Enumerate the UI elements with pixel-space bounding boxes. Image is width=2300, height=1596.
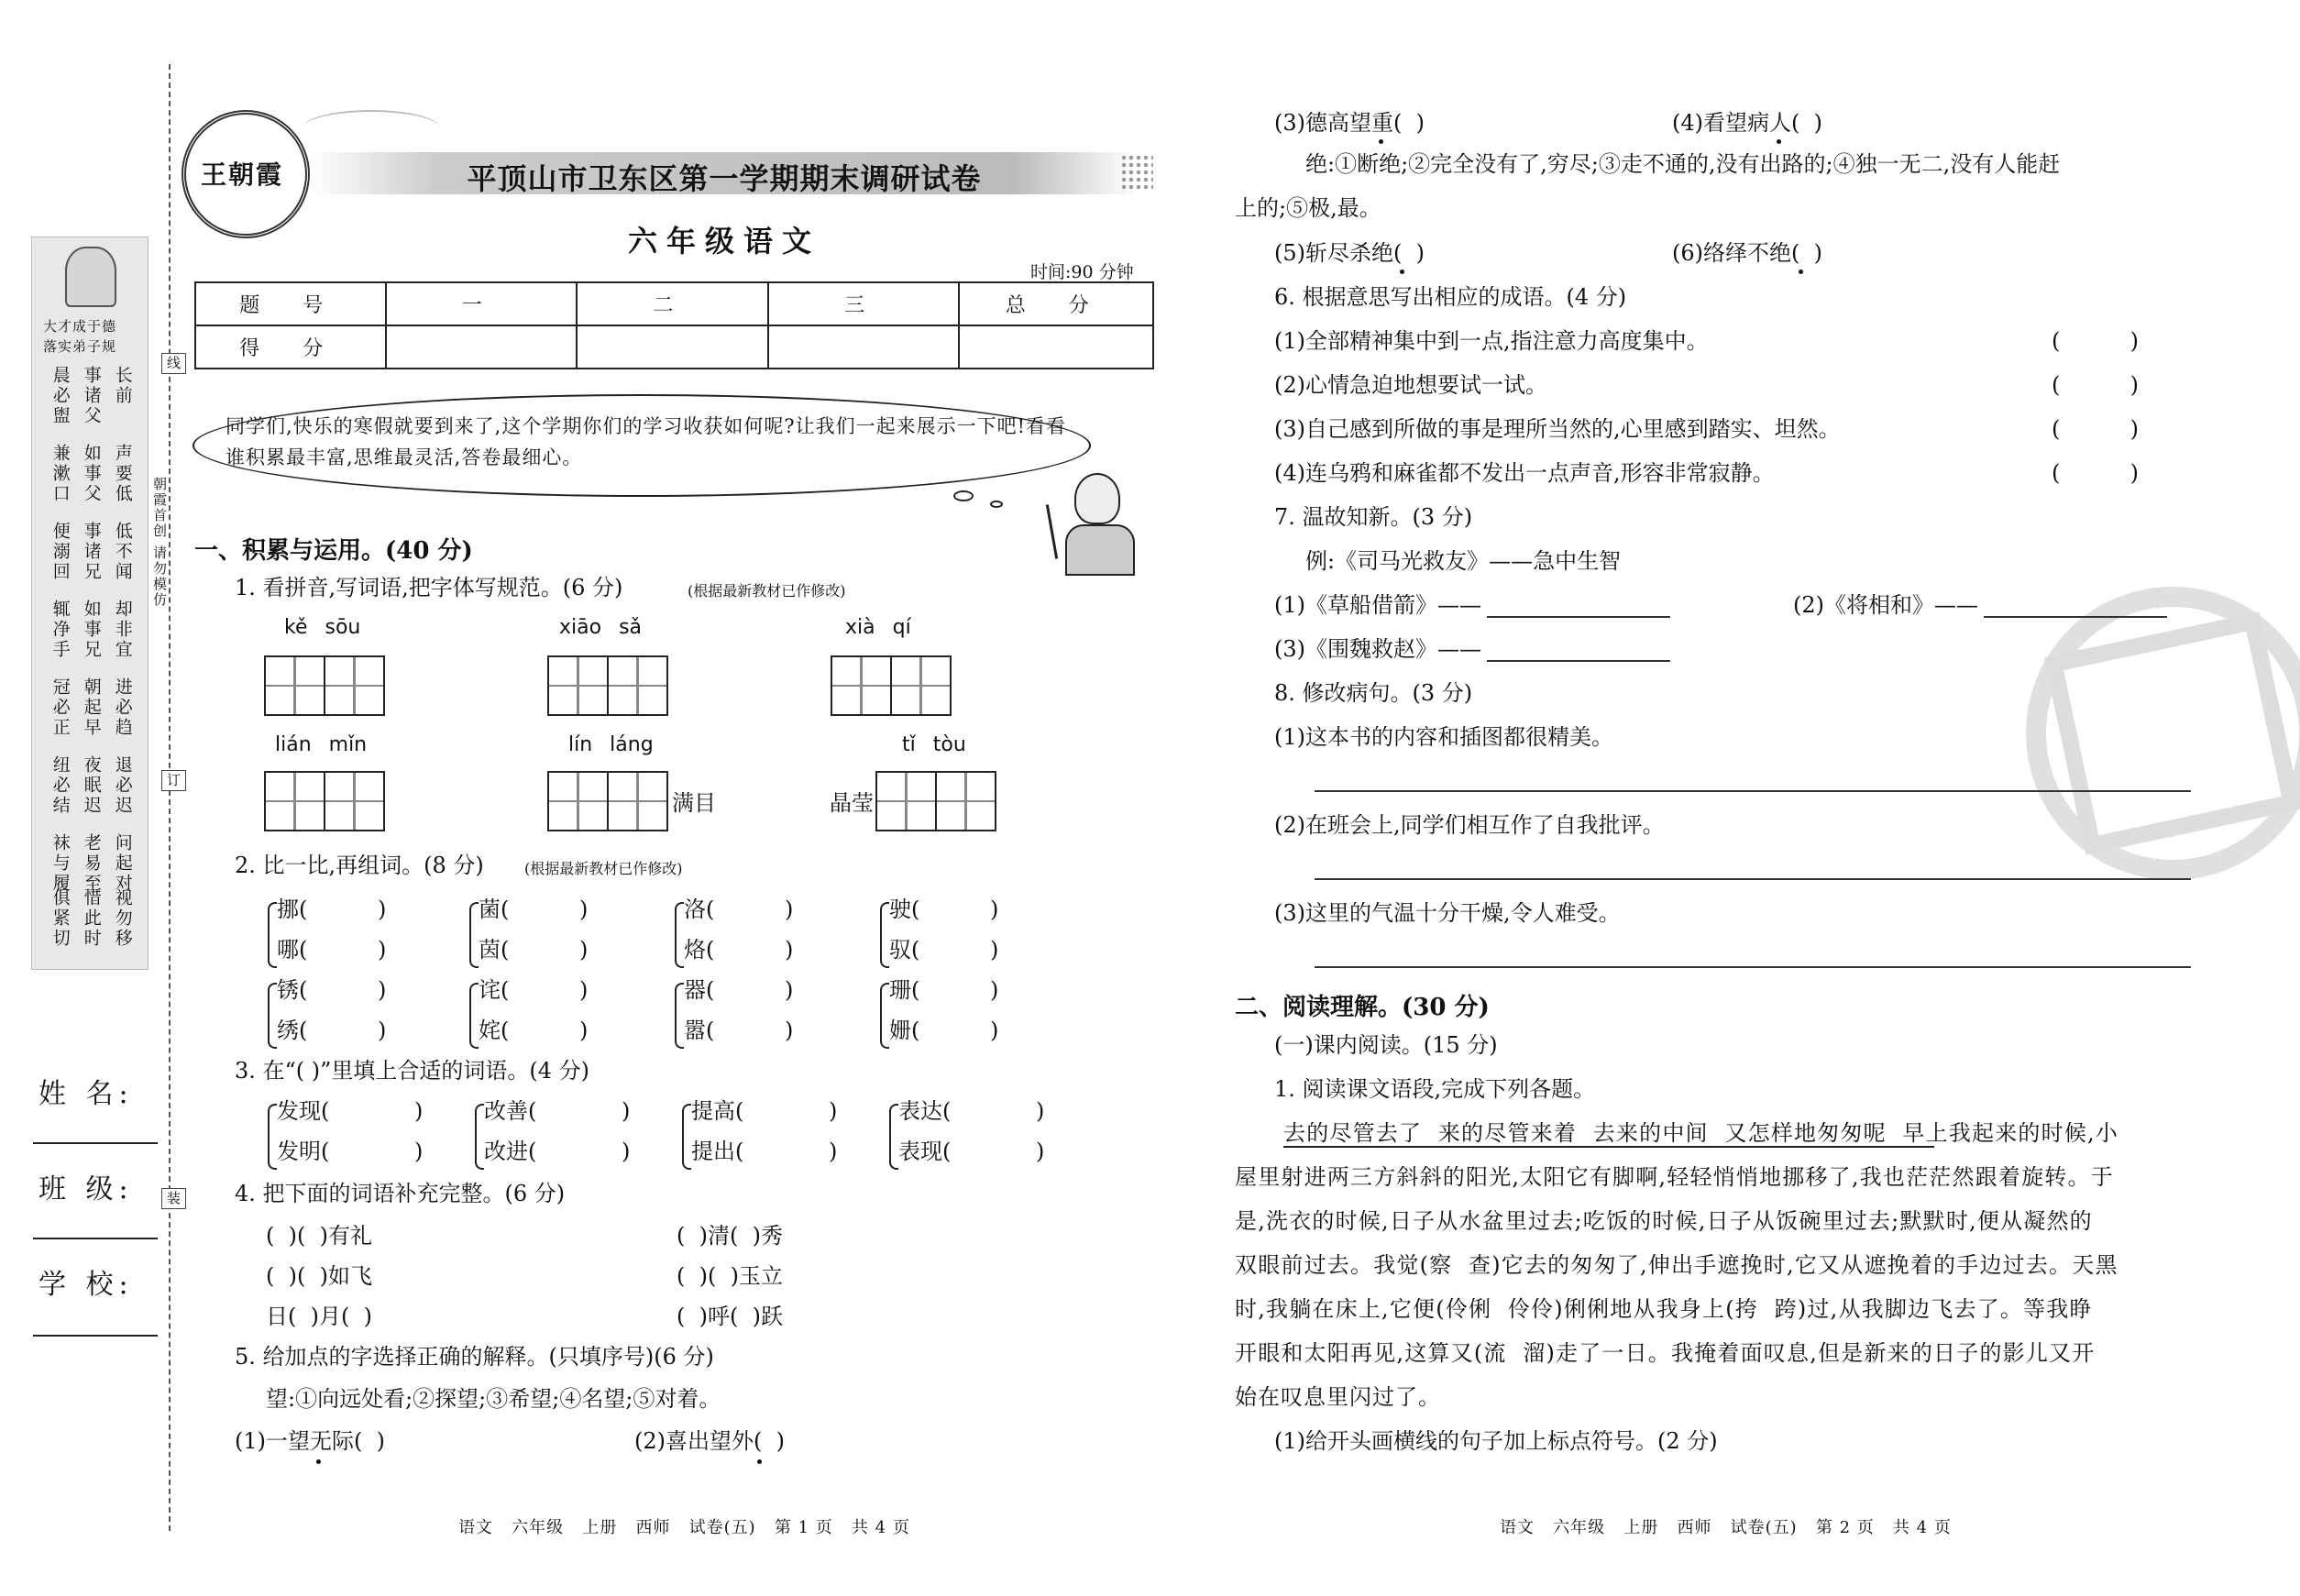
pair-brace [268,1104,277,1170]
motto-top-1: 大才成于德 [43,318,117,335]
word-blank[interactable]: 表达( [898,1098,952,1124]
class-field[interactable] [33,1238,158,1239]
motto-col: 低不闻 [112,522,133,582]
passage-line: 是,洗衣的时候,日子从水盆里过去;吃饭的时候,日子从饭碗里过去;默默时,便从凝然的 [1235,1208,2093,1234]
score-cell[interactable] [768,325,960,369]
idiom-blank[interactable]: 日( )月( ) [266,1304,372,1329]
q5-prompt: 5. 给加点的字选择正确的解释。(只填序号)(6 分) [235,1344,714,1370]
section-2-heading: 二、阅读理解。(30 分) [1235,994,1490,1021]
pinyin-label: kě sōu [284,616,361,639]
pair-brace [682,1104,691,1170]
q5-definition: 望:①向远处看;②探望;③希望;④名望;⑤对着。 [266,1386,721,1412]
word-blank[interactable]: 表现( [898,1139,952,1164]
close-paren: ) [829,1098,838,1124]
scholar-illustration [65,247,116,307]
close-paren: ) [990,897,999,922]
brand-logo [182,110,310,238]
bubble-tail-1 [953,490,974,501]
q6-item: (1)全部精神集中到一点,指注意力高度集中。 [1274,328,1709,354]
compare-char: 器( [684,977,715,1003]
close-paren: ) [1036,1139,1045,1164]
logo-text: 王朝霞 [201,160,284,190]
motto-col: 视勿移 [112,888,133,949]
score-table-score-row [195,325,1153,369]
passage-line: 屋里射进两三方斜斜的阳光,太阳它有脚啊,轻轻悄悄地挪移了,我也茫茫然跟着旋转。于 [1235,1164,2114,1190]
motto-col: 长前 [112,366,133,406]
q6-answer-parens[interactable]: ( ) [2052,460,2140,486]
q7-item: (3)《围魏救赵》—— [1274,636,1481,662]
q6-item: (2)心情急迫地想要试一试。 [1274,372,1547,398]
time-limit: 时间:90 分钟 [1030,262,1134,282]
close-paren: ) [378,937,387,963]
close-paren: ) [990,937,999,963]
pinyin-label: xiāo sǎ [559,616,643,639]
pinyin-label: xià qí [845,616,911,639]
compare-char: 洛( [684,897,715,922]
q6-answer-parens[interactable]: ( ) [2052,416,2140,442]
word-blank[interactable]: 提出( [691,1139,744,1164]
tianzige-box[interactable] [875,771,996,831]
binding-line [169,64,171,1531]
close-paren: ) [990,977,999,1003]
close-paren: ) [785,897,794,922]
q6-answer-parens[interactable]: ( ) [2052,372,2140,398]
motto-top-2: 落实弟子规 [43,338,117,355]
motto-col: 却非宜 [112,600,133,660]
compare-char: 珊( [889,977,920,1003]
close-paren: ) [785,977,794,1003]
q2-prompt: 2. 比一比,再组词。(8 分) [235,853,484,878]
passage-line: 双眼前过去。我觉(察 查)它去的匆匆了,伸出手遮挽时,它又从遮挽着的手边过去。天黑 [1235,1252,2118,1278]
close-paren: ) [378,1018,387,1043]
q7-answer-line[interactable] [1487,616,1670,618]
q4-prompt: 4. 把下面的词语补充完整。(6 分) [235,1181,566,1206]
q8-answer-line[interactable] [1315,878,2191,880]
q5-item[interactable]: (1)一望无际( ) [235,1428,385,1454]
emphasis-dot [1799,270,1803,274]
compare-char: 绣( [277,1018,308,1043]
seam-note: 朝霞首创 请勿模仿 [151,477,168,608]
compare-char: 哪( [277,937,308,963]
close-paren: ) [1036,1098,1045,1124]
q5-item[interactable]: (2)喜出望外( ) [634,1428,785,1454]
grid-prefix: 晶莹 [830,790,874,816]
q8-prompt: 8. 修改病句。(3 分) [1274,680,1473,706]
q3-prompt: 3. 在“( )”里填上合适的词语。(4 分) [235,1058,590,1084]
word-blank[interactable]: 发现( [277,1098,330,1124]
r1-prompt: 1. 阅读课文语段,完成下列各题。 [1274,1076,1596,1102]
pinyin-label: lián mǐn [275,733,368,756]
close-paren: ) [785,1018,794,1043]
idiom-blank[interactable]: ( )( )有礼 [266,1223,372,1249]
emphasis-dot [316,1459,321,1464]
emphasis-dot [1400,270,1404,274]
compare-char: 烙( [684,937,715,963]
motto-col: 冠必正 [50,677,71,738]
motto-col: 如事兄 [81,600,102,660]
motto-col: 老易至 [81,833,102,894]
tianzige-box[interactable] [264,771,385,831]
pair-brace [268,983,277,1049]
intro-message: 同学们,快乐的寒假就要到来了,这个学期你们的学习收获如何呢?让我们一起来展示一下吧!看看谁积累最丰富,思维最灵活,答卷最细心。 [226,415,1067,468]
close-paren: ) [990,1018,999,1043]
name-label: 姓 名: [39,1078,134,1110]
close-paren: ) [579,897,589,922]
motto-col: 问起对 [112,833,133,894]
r1-q1: (1)给开头画横线的句子加上标点符号。(2 分) [1274,1428,1718,1454]
school-label: 学 校: [39,1269,134,1301]
seam-mark: 订 [161,770,186,791]
word-blank[interactable]: 提高( [691,1098,744,1124]
q5-item[interactable]: (3)德高望重( ) [1274,110,1425,136]
close-paren: ) [829,1139,838,1164]
motto-col: 便溺回 [50,522,71,582]
q8-item: (1)这本书的内容和插图都很精美。 [1274,724,1613,750]
motto-col: 惜此时 [81,888,102,949]
seam-mark: 线 [161,353,186,374]
q5-item[interactable]: (6)络绎不绝( ) [1672,240,1822,266]
score-cell[interactable] [386,325,578,369]
compare-char: 驭( [889,937,920,963]
q6-prompt: 6. 根据意思写出相应的成语。(4 分) [1274,284,1627,310]
pair-brace [880,983,889,1049]
score-header: 题 号 [195,282,386,325]
page-2-footer: 语文 六年级 上册 西师 试卷(五) 第 2 页 共 4 页 [1500,1518,1952,1537]
score-header: 一 [386,282,578,325]
ribbon-decoration [303,110,440,147]
close-paren: ) [378,897,387,922]
pair-brace [880,902,889,968]
motto-col: 辄净手 [50,600,71,660]
word-blank[interactable]: 改善( [484,1098,537,1124]
close-paren: ) [414,1098,424,1124]
pinyin-label: tǐ tòu [902,733,966,756]
tianzige-box[interactable] [547,771,668,831]
page-1-footer: 语文 六年级 上册 西师 试卷(五) 第 1 页 共 4 页 [458,1518,910,1537]
motto-col: 朝起早 [81,677,102,738]
close-paren: ) [414,1139,424,1164]
motto-col: 事诸父 [81,366,102,426]
compare-char: 驶( [889,897,920,922]
passage-line: 时,我躺在床上,它便(伶俐 伶伶)俐俐地从我身上(挎 跨)过,从我脚边飞去了。等我睁 [1235,1296,2093,1322]
emphasis-dot [757,1459,762,1464]
q5-definition-cont: 上的;⑤极,最。 [1235,195,1381,221]
q7-example: 例:《司马光救友》——急中生智 [1305,548,1622,574]
class-label: 班 级: [39,1173,134,1205]
compare-char: 嚣( [684,1018,715,1043]
motto-col: 退必迟 [112,755,133,816]
idiom-blank[interactable]: ( )( )如飞 [266,1263,372,1289]
q7-item: (2)《将相和》—— [1793,592,1978,618]
passage-line: 始在叹息里闪过了。 [1235,1384,1441,1410]
pair-brace [889,1104,898,1170]
compare-char: 茵( [479,937,510,963]
teacher-illustration [1054,468,1146,578]
pair-brace [475,1104,484,1170]
q6-answer-parens[interactable]: ( ) [2052,328,2140,354]
pair-brace [469,902,479,968]
motto-col: 进必趋 [112,677,133,738]
q8-item: (2)在班会上,同学们相互作了自我批评。 [1274,812,1665,838]
motto-col: 夜眠迟 [81,755,102,816]
grid-suffix: 满目 [672,790,716,816]
passage-line: 去的尽管去了 来的尽管来着 去来的中间 又怎样地匆匆呢 早上我起来的时候,小 [1283,1120,2119,1146]
motto-col: 事诸兄 [81,522,102,582]
pair-brace [469,983,479,1049]
pair-brace [268,902,277,968]
exam-subtitle: 六年级语文 [627,224,820,259]
score-header: 总 分 [959,282,1153,325]
q7-answer-line[interactable] [1487,660,1670,662]
motto-col: 晨必盥 [50,366,71,426]
compare-char: 姗( [889,1018,920,1043]
word-blank[interactable]: 改进( [484,1139,537,1164]
q5-item[interactable]: (4)看望病人( ) [1672,110,1822,136]
motto-col: 声要低 [112,444,133,504]
compare-char: 挪( [277,897,308,922]
close-paren: ) [579,937,589,963]
close-paren: ) [622,1139,631,1164]
motto-col: 兼漱口 [50,444,71,504]
idiom-blank[interactable]: ( )清( )秀 [677,1223,783,1249]
q1-prompt: 1. 看拼音,写词语,把字体写规范。(6 分) [235,575,623,600]
tianzige-box[interactable] [547,655,668,716]
motto-col: 俱紧切 [50,888,71,949]
name-field[interactable] [33,1142,158,1144]
exam-title: 平顶山市卫东区第一学期期末调研试卷 [467,161,982,196]
score-header: 二 [577,282,768,325]
section-1-heading: 一、积累与运用。(40 分) [194,537,473,565]
pinyin-label: lín láng [568,733,654,756]
motto-col: 如事父 [81,444,102,504]
motto-panel [31,237,149,970]
score-cell[interactable] [959,325,1153,369]
motto-col: 纽必结 [50,755,71,816]
close-paren: ) [378,977,387,1003]
q6-item: (3)自己感到所做的事是理所当然的,心里感到踏实、坦然。 [1274,416,1841,442]
emphasis-dot [1777,139,1781,144]
close-paren: ) [579,977,589,1003]
compare-char: 诧( [479,977,510,1003]
compare-char: 锈( [277,977,308,1003]
score-cell[interactable] [577,325,768,369]
motto-col: 袜与履 [50,833,71,894]
q1-note: (根据最新教材已作修改) [688,582,846,600]
close-paren: ) [785,937,794,963]
close-paren: ) [579,1018,589,1043]
school-field[interactable] [33,1335,158,1337]
q7-prompt: 7. 温故知新。(3 分) [1274,504,1473,530]
q8-answer-line[interactable] [1315,966,2191,968]
score-table [194,281,1154,369]
seam-mark: 装 [161,1188,186,1209]
word-blank[interactable]: 发明( [277,1139,330,1164]
tianzige-box[interactable] [264,655,385,716]
sub-section-heading: (一)课内阅读。(15 分) [1274,1032,1498,1058]
score-header: 三 [768,282,960,325]
passage-line: 开眼和太阳再见,这算又(流 溜)走了一日。我掩着面叹息,但是新来的日子的影儿又开 [1235,1340,2096,1366]
bubble-tail-2 [990,501,1003,508]
q7-item: (1)《草船借箭》—— [1274,592,1481,618]
pair-brace [675,983,684,1049]
tianzige-box[interactable] [831,655,952,716]
q5-item[interactable]: (5)斩尽杀绝( ) [1274,240,1425,266]
q8-answer-line[interactable] [1315,790,2191,792]
idiom-blank[interactable]: ( )( )玉立 [677,1263,783,1289]
q7-answer-line[interactable] [1984,616,2167,618]
q5-definition: 绝:①断绝;②完全没有了,穷尽;③走不通的,没有出路的;④独一无二,没有人能赶 [1305,151,2061,177]
compare-char: 姹( [479,1018,510,1043]
compare-char: 菌( [479,897,510,922]
emphasis-dot [1379,139,1383,144]
score-table-header-row [195,282,1153,325]
q2-note: (根据最新教材已作修改) [524,860,683,877]
q6-item: (4)连乌鸦和麻雀都不发出一点声音,形容非常寂静。 [1274,460,1775,486]
pair-brace [675,902,684,968]
q8-item: (3)这里的气温十分干燥,令人难受。 [1274,900,1621,926]
idiom-blank[interactable]: ( )呼( )跃 [677,1304,783,1329]
close-paren: ) [622,1098,631,1124]
score-row-label: 得 分 [195,325,386,369]
